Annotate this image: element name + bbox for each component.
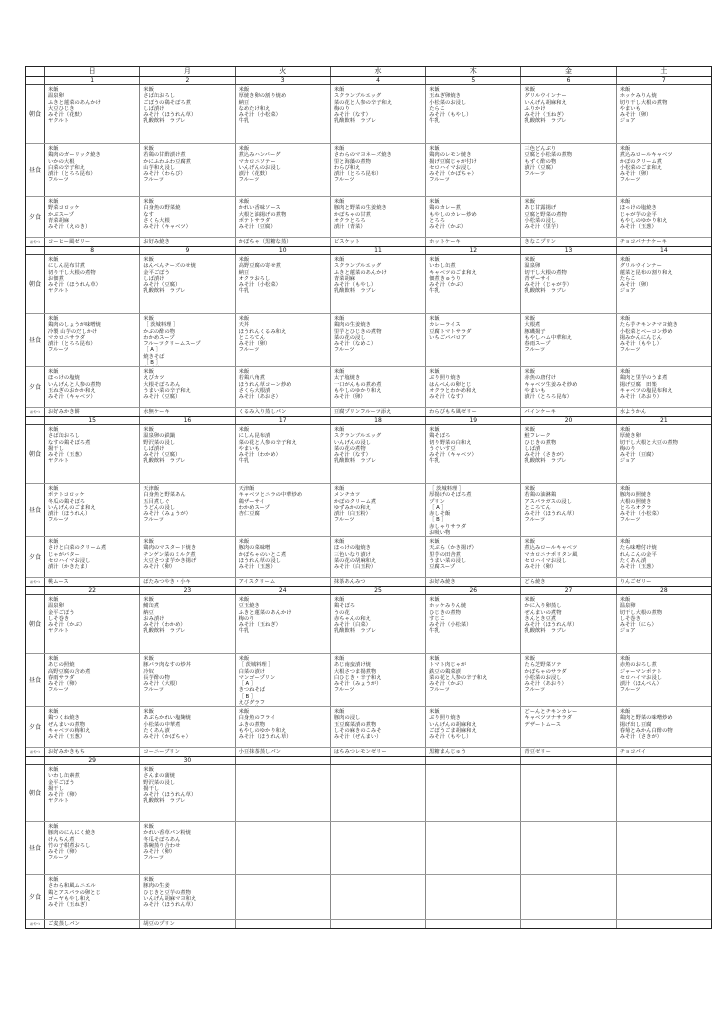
weeks-container bbox=[26, 77, 711, 928]
week-block bbox=[26, 77, 711, 247]
date-number: 3 bbox=[236, 77, 331, 84]
lunch-label: 昼食 bbox=[26, 654, 45, 706]
dinner-menu-cell: 米飯 若鶏八角煮 ほうれん草コーン炒め さくら大根漬 みそ汁（あおさ） bbox=[236, 367, 331, 407]
lunch-menu-cell: 米飯 豚バラ肉なすの炒丼 冷奴 長芋酢の物 みそ汁（大根） フルーツ bbox=[140, 654, 235, 706]
week-block bbox=[26, 247, 711, 417]
snack-menu-cell: コーヒー風ゼリー bbox=[45, 238, 140, 246]
lunch-menu-cell: 米飯 鶏肉のレモン焼き 揚げ豆腐じゃが付け セロハイマお浸し みそ汁（かぼちゃ） フルーツ bbox=[426, 144, 521, 196]
dinner-menu-cell: 米飯 太子塩焼き 一口がんもの煮め煮 もやしのゆかり和え みそ汁（卵） bbox=[331, 367, 426, 407]
lunch-row bbox=[26, 144, 711, 197]
breakfast-menu-cell: 米飯 温泉卵 金平ごぼう しそ巻き みそ汁（かぶ） ヤクルト bbox=[45, 595, 140, 653]
dinner-menu-cell: 米飯 煮込みロールキャベツ マカロニナポリタン風 セロハイマお浸し みそ汁（卵） bbox=[521, 537, 616, 577]
dinner-menu-cell: 米飯 あぶらかれい塩麹焼 小松菜の中華煮 たくあん漬 みそ汁（かぼちゃ） bbox=[140, 707, 235, 747]
date-row bbox=[26, 757, 711, 765]
date-number bbox=[617, 757, 711, 764]
lunch-row bbox=[26, 822, 711, 875]
date-number: 4 bbox=[331, 77, 426, 84]
breakfast-menu-cell bbox=[426, 765, 521, 821]
dinner-menu-cell: 米飯 ほっけの塩焼き 三色いなり漬け 菜の花の胡麻和え みそ汁（白玉粉） bbox=[331, 537, 426, 577]
date-number: 16 bbox=[140, 417, 235, 424]
snack-row bbox=[26, 238, 711, 246]
dinner-label: 夕食 bbox=[26, 537, 45, 577]
breakfast-menu-cell: 米飯 玉ねぎ卵焼き 小松菜のお浸し たらこ みそ汁（もやし） 牛乳 bbox=[426, 85, 521, 143]
breakfast-label: 朝食 bbox=[26, 425, 45, 483]
breakfast-menu-cell: 米飯 温泉卵 切干し大根の煮物 青ザーサイ みそ汁（じゃが芋） 乳酸飲料 ラブレ bbox=[521, 255, 616, 313]
snack-menu-cell: どら焼き bbox=[521, 578, 616, 586]
snack-label: おやつ bbox=[26, 578, 45, 586]
date-number: 1 bbox=[45, 77, 140, 84]
breakfast-menu-cell: 米飯 いわし缶煮 キャベツのごま和え 佃煮きゅうり みそ汁（かぶ） 牛乳 bbox=[426, 255, 521, 313]
snack-menu-cell: 小豆抹茶蒸しパン bbox=[236, 748, 331, 756]
date-number bbox=[331, 757, 426, 764]
breakfast-menu-cell: 米飯 高野豆腐の寄せ煮 納豆 オクラおろし みそ汁（小松菜） 牛乳 bbox=[236, 255, 331, 313]
snack-row bbox=[26, 578, 711, 586]
snack-menu-cell: 豆腐プリンフルーツ添え bbox=[331, 408, 426, 416]
date-number: 2 bbox=[140, 77, 235, 84]
dinner-menu-cell: 米飯 豚肉の菜味噌 かぼちゃのいとこ煮 ほうれん草の浸し みそ汁（玉葱） bbox=[236, 537, 331, 577]
snack-menu-cell: わらびもち風ゼリー bbox=[426, 408, 521, 416]
dinner-menu-cell: 米飯 天ぷら（かき揚げ） 里芋の田舎煮 うまい菜の浸し 豆腐スープ bbox=[426, 537, 521, 577]
snack-label: おやつ bbox=[26, 748, 45, 756]
dinner-menu-cell: 米飯 鶏つくね焼き ぜんまいの煮物 キャベツの梅和え みそ汁（玉葱） bbox=[45, 707, 140, 747]
snack-menu-cell: チョコバナナケーキ bbox=[619, 239, 667, 245]
dinner-menu-cell: 米飯 えびカツ 大根そぼろあん うまい菜の辛子和え みそ汁（豆腐） bbox=[140, 367, 235, 407]
lunch-menu-cell: 米飯 あじ南蛮漬け焼 大根さつま揚煮物 白ひじき・辛子和え みそ汁（みょうが） フルーツ bbox=[331, 654, 426, 706]
breakfast-label: 朝食 bbox=[26, 765, 45, 821]
snack-menu-cell bbox=[331, 920, 426, 928]
dinner-row bbox=[26, 707, 711, 748]
weekday-sun: 日 bbox=[45, 67, 140, 76]
date-number: 28 bbox=[660, 587, 668, 594]
dinner-menu-cell bbox=[236, 875, 331, 919]
date-number: 30 bbox=[140, 757, 235, 764]
dinner-menu-cell: 米飯 ほっけの塩焼き じゃが芋の金平 もやしのゆかり和え みそ汁（玉葱） bbox=[619, 199, 668, 231]
dinner-row bbox=[26, 367, 711, 408]
lunch-menu-cell: 米飯 鶏肉のしょうが味噌焼 冷製 山芋のだしかけ マカロニサラダ 漬汁（とろろ昆布） フルーツ bbox=[45, 314, 140, 366]
weekday-header bbox=[26, 67, 711, 77]
date-number: 17 bbox=[236, 417, 331, 424]
lunch-menu-cell: 米飯 豚肉のにんにく焼き けんちん煮 竹の子柑煮おろし みそ汁（卵） フルーツ bbox=[45, 822, 140, 874]
breakfast-label: 朝食 bbox=[26, 255, 45, 313]
snack-menu-cell: お好み焼き bbox=[426, 578, 521, 586]
lunch-menu-cell: 三色どんぶり 豆腐と小松菜の煮物 もずく酢の物 漬汁（豆腐） フルーツ bbox=[521, 144, 616, 196]
date-number: 12 bbox=[426, 247, 521, 254]
date-number bbox=[236, 757, 331, 764]
dinner-menu-cell: 米飯 ぶり照り焼き はんぺんの卵とじ オクラとわかめ和え みそ汁（なす） bbox=[426, 367, 521, 407]
snack-label: おやつ bbox=[26, 920, 45, 928]
snack-menu-cell: アイスクリーム bbox=[236, 578, 331, 586]
date-number: 26 bbox=[426, 587, 521, 594]
dinner-label: 夕食 bbox=[26, 197, 45, 237]
dinner-menu-cell: 米飯 豚肉の生姜 ひじきと豆芋の煮物 いんげん胡麻マヨ和え みそ汁（ほうれん草） bbox=[140, 875, 235, 919]
breakfast-menu-cell: 米飯 グリルウインナー 蓮菜と昆布の割り和え たらこ みそ汁（卵） ジョア bbox=[619, 257, 673, 295]
dinner-label: 夕食 bbox=[26, 875, 45, 919]
breakfast-menu-cell: 米飯 はんぺんチーズのせ焼 金平ごぼう しば漬け みそ汁（豆腐） 乳酸飲料 ラブレ bbox=[140, 255, 235, 313]
snack-menu-cell bbox=[617, 920, 711, 928]
dinner-label: 夕食 bbox=[26, 707, 45, 747]
breakfast-menu-cell: 米飯 鯖缶煮 納豆 おみ漬け みそ汁（わかめ） 乳酸飲料 ラブレ bbox=[140, 595, 235, 653]
breakfast-menu-cell: 米飯 ホッケみりん焼 切り干し大根の煮物 やまいも みそ汁（卵） ジョア bbox=[619, 87, 668, 125]
breakfast-menu-cell: 米飯 さば缶おろし なすの鶏そぼろ煮 揚干し みそ汁（玉葱） ヤクルト bbox=[45, 425, 140, 483]
dinner-row bbox=[26, 197, 711, 238]
lunch-menu-cell: ［ 茨城料理 ］ 厚揚げのそぼろ煮 プリン ［ A ］ 赤しそ飯 ［ B ］ 赤しゃりサラダ お吸い物 bbox=[426, 484, 521, 536]
dinner-row bbox=[26, 537, 711, 578]
lunch-menu-cell: 米飯 大根煮 豚磯揚子 もやしハム中華和え 春雨スープ フルーツ bbox=[521, 314, 616, 366]
breakfast-row bbox=[26, 425, 711, 484]
lunch-menu-cell bbox=[331, 822, 426, 874]
lunch-menu-cell: 米飯 カレーライス 豆腐トマトサラダ いちごババロア bbox=[426, 314, 521, 366]
lunch-menu-cell: 米飯 たら芋チキンチマヨ焼き 小松菜とベーコン炒め 揚みかんにんじん みそ汁（もやし） フルーツ bbox=[619, 316, 678, 354]
snack-row bbox=[26, 748, 711, 756]
dinner-menu-cell: どーんとチキンカレー キャベツツナサラダ デザートムース bbox=[521, 707, 616, 747]
lunch-menu-cell: 米飯 かれい香草パン粉焼 冬瓜そぼろあん 茶碗蒸り合わせ みそ汁（卵） フルーツ bbox=[140, 822, 235, 874]
dinner-menu-cell bbox=[331, 875, 426, 919]
breakfast-menu-cell bbox=[617, 765, 711, 821]
lunch-label: 昼食 bbox=[26, 314, 45, 366]
date-number: 6 bbox=[521, 77, 616, 84]
lunch-menu-cell bbox=[617, 822, 711, 874]
snack-menu-cell: お好みかき餅 bbox=[45, 408, 140, 416]
weekday-tue: 火 bbox=[236, 67, 331, 76]
snack-menu-cell bbox=[236, 920, 331, 928]
dinner-menu-cell: 米飯 鶏のカレー煮 もやしのカレー炒め とろろ みそ汁（かぶ） bbox=[426, 197, 521, 237]
breakfast-menu-cell: 米飯 スクランブルエッグ ふきと蓮菜のあんかけ 青菜胡麻 みそ汁（もやし） 乳酸飲料 ラブレ bbox=[331, 255, 426, 313]
dinner-menu-cell: 米飯 さわら和風ムニエル 鶏とアスパラの卵とじ ゴーヤもやし和え みそ汁（玉ねぎ） bbox=[45, 875, 140, 919]
breakfast-row bbox=[26, 255, 711, 314]
breakfast-menu-cell: 米飯 温泉卵 ふきと蓮菜のあんかけ 大豆ひじき みそ汁（花麩） ヤクルト bbox=[45, 85, 140, 143]
date-row bbox=[26, 77, 711, 85]
lunch-menu-cell: 天津飯 キャベツとニラの中華炒め 鶏ザーサイ わかめスープ 杏仁豆腐 bbox=[236, 484, 331, 536]
weekday-thu: 木 bbox=[426, 67, 521, 76]
snack-menu-cell: はちみつレモンゼリー bbox=[331, 748, 426, 756]
breakfast-menu-cell: 米飯 スクランブルエッグ いんげんの浸し 菜の花の煮物 みそ汁（なす） 乳酸飲料 ラブレ bbox=[331, 425, 426, 483]
date-number: 11 bbox=[331, 247, 426, 254]
lunch-menu-cell: 米飯 鶏肉のガーリック焼き いかの大根 白菜の辛子和え 漬汁（とろろ昆布） フルーツ bbox=[45, 144, 140, 196]
dinner-menu-cell: 米飯 かれい香味ソース 大根と油揚げの煮物 ポテトサラダ みそ汁（豆腐） bbox=[236, 197, 331, 237]
breakfast-menu-cell bbox=[521, 765, 616, 821]
date-number bbox=[426, 757, 521, 764]
snack-label: おやつ bbox=[26, 238, 45, 246]
snack-menu-cell: 抹茶あんみつ bbox=[331, 578, 426, 586]
dinner-menu-cell: 米飯 鶏肉と里芋のうま煮 揚げ豆腐 田楽 キャベツの塩昆布和え みそ汁（あおり） bbox=[619, 369, 673, 401]
snack-menu-cell: ばたみつやき・小キ bbox=[140, 578, 235, 586]
breakfast-menu-cell: 米飯 豆玉焼き ふきと蓮菜のあんかけ 梅のり みそ汁（玉ねぎ） 牛乳 bbox=[236, 595, 331, 653]
date-number: 19 bbox=[426, 417, 521, 424]
breakfast-menu-cell: 米飯 さんまの蒲焼 野沢菜の浸し 揚干し みそ汁（ほうれん草） 乳酸飲料 ラブレ bbox=[140, 765, 235, 821]
lunch-menu-cell: 米飯 鶏肉の生姜焼き 里芋とひじきの煮物 菜の花の浸し みそ汁（なめこ） フルーツ bbox=[331, 314, 426, 366]
breakfast-menu-cell: 米飯 いわし缶素煮 金平ごぼう 揚干し みそ汁（卵） ヤクルト bbox=[45, 765, 140, 821]
dinner-menu-cell: 米飯 赤魚の唐付け キャベツ生姜みそ炒め やまいも 漬汁（とろろ昆布） bbox=[521, 367, 616, 407]
snack-label: おやつ bbox=[26, 408, 45, 416]
breakfast-menu-cell: 米飯 鶏そぼろ 切り野菜の白和え うぐいす豆 みそ汁（キャベツ） 牛乳 bbox=[426, 425, 521, 483]
dinner-menu-cell: 米飯 さけと白菜のクリーム煮 じゃがバター セロハイマお浸し 漬汁（かきたま） bbox=[45, 537, 140, 577]
dinner-menu-cell: 米飯 豚肉と野菜の生姜焼き かぼちゃの甘煮 オクラとろろ 漬汁（青菜） bbox=[331, 197, 426, 237]
date-number: 22 bbox=[45, 587, 140, 594]
dinner-menu-cell: 米飯 白身魚の野菜焼 なす さくら大根 みそ汁（キャベツ） bbox=[140, 197, 235, 237]
date-row bbox=[26, 247, 711, 255]
lunch-menu-cell: 米飯 赤魚のおろし煮 ジャーマンポテト セロハイマお浸し 漬汁（ほんぺん） フルーツ bbox=[619, 656, 663, 694]
date-number: 5 bbox=[426, 77, 521, 84]
breakfast-menu-cell: 米飯 かに入り卵蒸し ぜんまいの煮物 きんとき豆煮 みそ汁（ほうれん草） 乳酸飲料 ラブレ bbox=[521, 595, 616, 653]
lunch-row bbox=[26, 484, 711, 537]
dinner-menu-cell bbox=[521, 875, 616, 919]
lunch-menu-cell: 米飯 トマト肉じゃが 鉄豆の鶏菜漬 菜の花と人参の辛子和え みそ汁（かぶ） フルーツ bbox=[426, 654, 521, 706]
breakfast-label: 朝食 bbox=[26, 595, 45, 653]
lunch-menu-cell: 米飯 豚肉の照焼き 大根の照焼き とろろオクラ みそ汁（小松菜） フルーツ bbox=[619, 486, 663, 524]
date-row bbox=[26, 417, 711, 425]
lunch-menu-cell: 米飯 メンチカツ かぼのクリーム煮 ゆずみかの和え 漬汁（白玉粉） フルーツ bbox=[331, 484, 426, 536]
lunch-menu-cell: 米飯 煮込みハンバーグ マカロニソテー いんげんのお浸し 漬汁（花麩） フルーツ bbox=[236, 144, 331, 196]
breakfast-menu-cell: 米飯 鶏そぼろ うの花 赤ちゃんの和え みそ汁（白菜） 乳酸飲料 ラブレ bbox=[331, 595, 426, 653]
date-number: 23 bbox=[140, 587, 235, 594]
date-number: 9 bbox=[140, 247, 235, 254]
lunch-label: 昼食 bbox=[26, 822, 45, 874]
dinner-menu-cell: 米飯 白身魚のフライ ふきの煮物 もやしのゆかり和え みそ汁（ほうれん草） bbox=[236, 707, 331, 747]
date-number: 15 bbox=[45, 417, 140, 424]
date-number: 13 bbox=[521, 247, 616, 254]
lunch-menu-cell: 米飯 ポテトコロッケ 冬瓜の鶏そぼろ いんげんのごま和え 漬汁（ほうれん） フルーツ bbox=[45, 484, 140, 536]
snack-menu-cell: 水無ケーキ bbox=[140, 408, 235, 416]
date-number: 29 bbox=[45, 757, 140, 764]
dinner-menu-cell bbox=[426, 875, 521, 919]
breakfast-menu-cell: 米飯 温泉卵 切干し大根の煮物 しそ巻き みそ汁（にら） ジョア bbox=[619, 597, 663, 635]
weekday-sat: 土 bbox=[660, 67, 668, 75]
snack-menu-cell bbox=[521, 920, 616, 928]
breakfast-menu-cell: 米飯 厚焼き卵の割り焼め 納豆 なめたけ和え みそ汁（小松菜） 牛乳 bbox=[236, 85, 331, 143]
snack-row bbox=[26, 408, 711, 416]
lunch-row bbox=[26, 314, 711, 367]
lunch-label: 昼食 bbox=[26, 144, 45, 196]
dinner-menu-cell: 米飯 豚肉の浸し 玉豆腐菜漬の煮物 しその麻きのこみそ みそ汁（ぜんまい） bbox=[331, 707, 426, 747]
breakfast-menu-cell bbox=[331, 765, 426, 821]
date-number: 25 bbox=[331, 587, 426, 594]
dinner-menu-cell: 米飯 鶏肉と野菜の味噌炒め 揚げ出し豆腐 春菊とみかん白酢の物 みそ汁（さきが） bbox=[619, 709, 673, 741]
snack-menu-cell: ご麦蒸しパン bbox=[45, 920, 140, 928]
breakfast-row bbox=[26, 595, 711, 654]
lunch-menu-cell bbox=[521, 822, 616, 874]
dinner-menu-cell: 米飯 野菜コロッケ かぶスープ 青菜胡麻 みそ汁（えのき） bbox=[45, 197, 140, 237]
breakfast-row bbox=[26, 765, 711, 822]
snack-menu-cell: 水ようかん bbox=[619, 409, 647, 415]
menu-table bbox=[25, 66, 712, 929]
date-number: 20 bbox=[521, 417, 616, 424]
lunch-menu-cell: 天津飯 白身魚と野菜あん 五目煮しぐ うどんの浸し みそ汁（みょうが） フルーツ bbox=[140, 484, 235, 536]
snack-menu-cell: 青豆ゼリー bbox=[521, 748, 616, 756]
snack-menu-cell: 胡豆のプリン bbox=[140, 920, 235, 928]
breakfast-menu-cell: 米飯 鮭フレーク ひじきの煮物 しば漬 みそ汁（さきが） 乳酸飲料 ラブレ bbox=[521, 425, 616, 483]
snack-menu-cell: バインケーキ bbox=[521, 408, 616, 416]
lunch-menu-cell: 米飯 若鶏の油淋鶏 アスパラガスの浸し ところてん みそ汁（ほうれん草） フルーツ bbox=[521, 484, 616, 536]
snack-menu-cell: お好みかきもち bbox=[45, 748, 140, 756]
dinner-label: 夕食 bbox=[26, 367, 45, 407]
breakfast-menu-cell: 米飯 にしん昆布甘煮 切り干し大根の煮物 お佃煮 みそ汁（ほうれん草） ヤクルト bbox=[45, 255, 140, 313]
lunch-menu-cell bbox=[236, 822, 331, 874]
lunch-label: 昼食 bbox=[26, 484, 45, 536]
breakfast-menu-cell: 米飯 にしん昆布漬 菜の花と人参の辛子和え やまいも みそ汁（わかめ） 牛乳 bbox=[236, 425, 331, 483]
lunch-menu-cell: 米飯 たら芝野菜ソテ かぼちゃのサラダ 小松菜のお浸し みそ汁（あおり） フルーツ bbox=[521, 654, 616, 706]
weekday-fri: 金 bbox=[521, 67, 616, 76]
lunch-menu-cell: 米飯 あじの照焼 高野豆腐の含め煮 春雨サラダ みそ汁（卵） フルーツ bbox=[45, 654, 140, 706]
lunch-menu-cell bbox=[426, 822, 521, 874]
dinner-menu-cell: 米飯 鶏肉のマスタード焼き チンゲン菜のミルク煮 大豆さつま芋かき揚げ みそ汁（卵） bbox=[140, 537, 235, 577]
week-block bbox=[26, 417, 711, 587]
snack-menu-cell: コーニーブリン bbox=[140, 748, 235, 756]
snack-menu-cell: くるみ入り蒸しパン bbox=[236, 408, 331, 416]
dinner-menu-cell: 米飯 あじ甘露揚げ 豆腐と野菜の煮物 小松菜の浸し みそ汁（里芋） bbox=[521, 197, 616, 237]
breakfast-menu-cell: 米飯 さば缶おろし ごぼうの鶏そぼろ煮 しば漬け みそ汁（ほうれん草） 乳酸飲料 ラブレ bbox=[140, 85, 235, 143]
dinner-menu-cell bbox=[617, 875, 711, 919]
snack-menu-cell: かぼちゃ（黒糖な蒸） bbox=[236, 238, 331, 246]
dinner-menu-cell: 米飯 たら味噌付け焼 れんこんの金平 たくあん漬 みそ汁（玉葱） bbox=[619, 539, 657, 571]
snack-menu-cell: 黒糖まんじゅう bbox=[426, 748, 521, 756]
snack-menu-cell: 桃ムース bbox=[45, 578, 140, 586]
date-number: 14 bbox=[660, 247, 668, 254]
date-number bbox=[521, 757, 616, 764]
week-block bbox=[26, 757, 711, 928]
lunch-row bbox=[26, 654, 711, 707]
breakfast-menu-cell: 米飯 厚焼き卵 切干し大根と大豆の煮物 梅のり みそ汁（豆腐） ジョア bbox=[619, 427, 678, 465]
snack-menu-cell: ホットケーキ bbox=[426, 238, 521, 246]
date-number: 8 bbox=[45, 247, 140, 254]
snack-menu-cell: お好み焼き bbox=[140, 238, 235, 246]
dinner-menu-cell: 米飯 ぶり照り焼き いんげんの胡麻和え ごぼうごま胡麻和え みそ汁（もやし） bbox=[426, 707, 521, 747]
breakfast-menu-cell: 米飯 スクランブルエッグ 菜の花と人参の辛子和え 梅のり みそ汁（なす） 乳酸飲料 ラブレ bbox=[331, 85, 426, 143]
date-number: 7 bbox=[661, 77, 666, 84]
lunch-menu-cell: 米飯 さわらのマヨネーズ焼き 里と海藻の煮物 わらび和え 漬汁（とろろ昆布） フルーツ bbox=[331, 144, 426, 196]
snack-menu-cell: ビスケット bbox=[331, 238, 426, 246]
date-number: 10 bbox=[236, 247, 331, 254]
dinner-row bbox=[26, 875, 711, 920]
breakfast-label: 朝食 bbox=[26, 85, 45, 143]
week-block bbox=[26, 587, 711, 757]
breakfast-menu-cell: 米飯 ホッケみりん焼 ひじきの煮物 すじこ みそ汁（小松菜） 牛乳 bbox=[426, 595, 521, 653]
breakfast-menu-cell bbox=[236, 765, 331, 821]
date-number: 27 bbox=[521, 587, 616, 594]
lunch-menu-cell: 米飯 若鶏の甘酢漬け煮 かにふわふわ豆腐煮 山芋和え浸し みそ汁（わらび） フルーツ bbox=[140, 144, 235, 196]
date-number: 24 bbox=[236, 587, 331, 594]
snack-menu-cell: きなこプリン bbox=[521, 238, 616, 246]
snack-menu-cell: チョコパイ bbox=[619, 749, 647, 755]
lunch-menu-cell: 米飯 ［ 茨城料理 ］ かぶの酢の物 わかめスープ フルーツクリームスープ ［ A ］ 焼きそば ［ B ］ bbox=[140, 314, 235, 366]
dinner-menu-cell: 米飯 ほっけの塩焼 いんげんと人参の煮物 玉ねぎのおかか和え みそ汁（キャベツ） bbox=[45, 367, 140, 407]
snack-row bbox=[26, 920, 711, 928]
breakfast-row bbox=[26, 85, 711, 144]
lunch-menu-cell: 米飯 ［ 茨城料理 ］ 白菜の漬け マンゴープリン ［ A ］ きつねそば ［ B ］ えびグラフ bbox=[236, 654, 331, 706]
date-number: 21 bbox=[660, 417, 668, 424]
date-number: 18 bbox=[331, 417, 426, 424]
snack-menu-cell: りんごゼリー bbox=[619, 579, 652, 585]
snack-menu-cell bbox=[426, 920, 521, 928]
date-row bbox=[26, 587, 711, 595]
weekday-wed: 水 bbox=[331, 67, 426, 76]
lunch-menu-cell: 米飯 天丼 ほうれんくるみ和え ところてん みそ汁（卵） フルーツ bbox=[236, 314, 331, 366]
breakfast-menu-cell: 米飯 温泉卵の鉄鍋 野沢菜の浸し しば漬け みそ汁（豆腐） 乳酸飲料 ラブレ bbox=[140, 425, 235, 483]
weekday-mon: 月 bbox=[140, 67, 235, 76]
lunch-menu-cell: 米飯 煮込みロールキャベツ かぼのクリーム煮 小松菜のごま和え みそ汁（卵） フルーツ bbox=[619, 146, 673, 184]
breakfast-menu-cell: 米飯 グリルウインナー いんげん胡麻和え ふりかけ みそ汁（玉ねぎ） 乳酸飲料 ラブレ bbox=[521, 85, 616, 143]
